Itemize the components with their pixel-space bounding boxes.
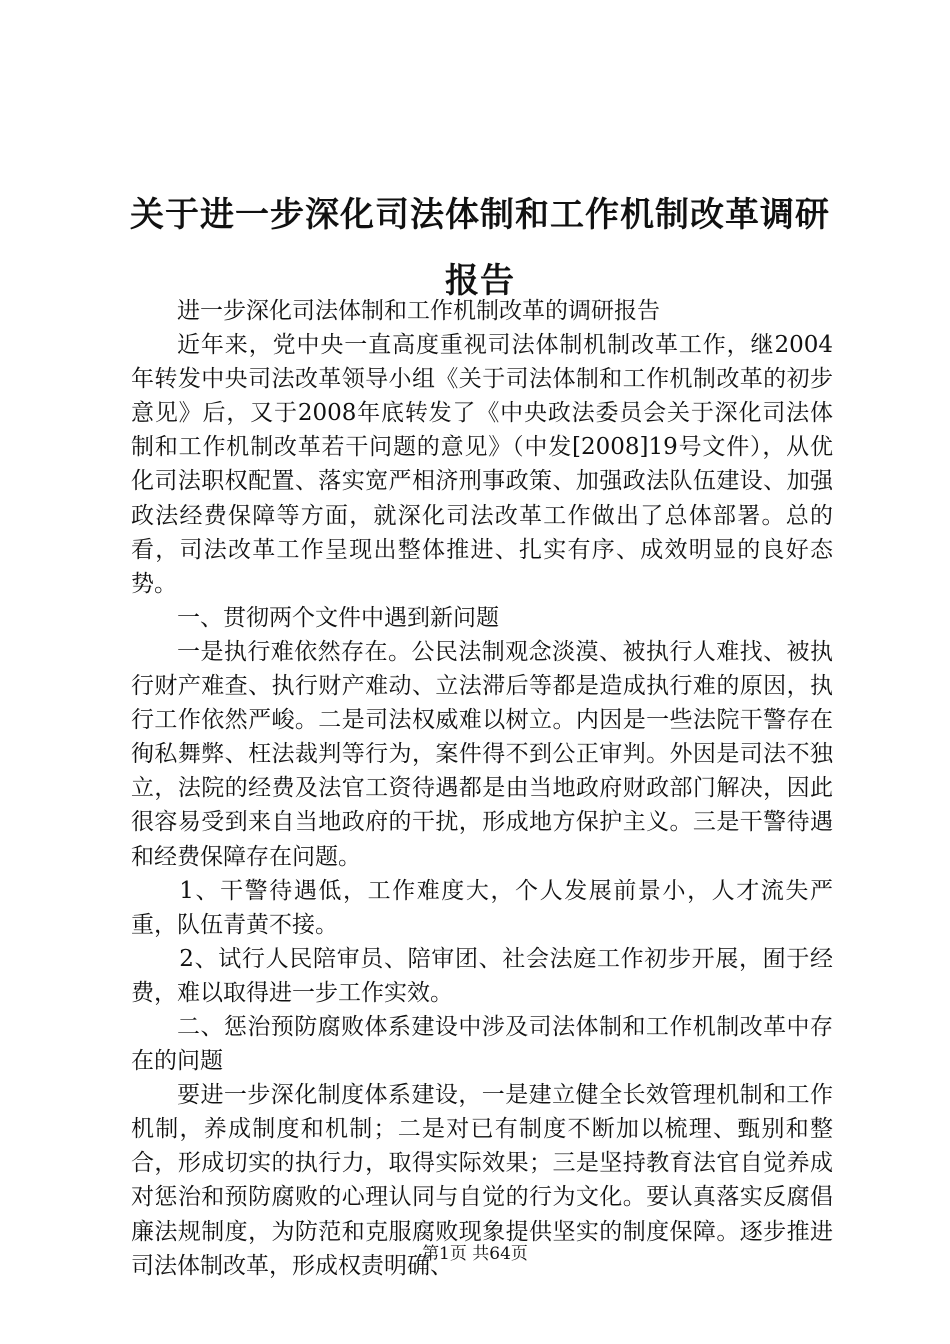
report-subtitle: 进一步深化司法体制和工作机制改革的调研报告 xyxy=(177,298,660,324)
title-line-2: 报告 xyxy=(445,261,515,301)
document-body xyxy=(131,294,833,1283)
paragraph-system: 要进一步深化制度体系建设，一是建立健全长效管理机制和工作机制，养成制度和机制；二是对已有制度不断加以梳理、甄别和整合，形成切实的执行力，取得实际效果；三是坚持教育法官自觉养成对惩治和预防腐败的心理认同与自觉的行为文化。要认真落实反腐倡廉法规制度，为防范和克服腐败现象提供坚实的制度保障。逐步推进司法体制改革，形成权责明确、 xyxy=(131,1082,833,1279)
paragraph-issues: 一是执行难依然存在。公民法制观念淡漠、被执行人难找、被执行财产难查、执行财产难动、立法滞后等都是造成执行难的原因，执行工作依然严峻。二是司法权威难以树立。内因是一些法院干警存在徇私舞弊、枉法裁判等行为，案件得不到公正审判。外因是司法不独立，法院的经费及法官工资待遇都是由当地政府财政部门解决，因此很容易受到来自当地政府的干扰，形成地方保护主义。三是干警待遇和经费保障存在问题。 xyxy=(131,638,833,870)
list-item-1: 1、干警待遇低，工作难度大，个人发展前景小，人才流失严重，队伍青黄不接。 xyxy=(131,877,833,938)
section-heading-2: 二、惩治预防腐败体系建设中涉及司法体制和工作机制改革中存在的问题 xyxy=(131,1013,833,1075)
paragraph-intro: 近年来，党中央一直高度重视司法体制机制改革工作，继2004年转发中央司法改革领导小组《关于司法体制和工作机制改革的初步意见》后，又于2008年底转发了《中央政法委员会关于深化司法体制和工作机制改革若干问题的意见》（中发[2008]19号文件），从优化司法职权配置、落实宽严相济刑事政策、加强政法队伍建设、加强政法经费保障等方面，就深化司法改革工作做出了总体部署。总的看，司法改革工作呈现出整体推进、扎实有序、成效明显的良好态势。 xyxy=(131,332,833,597)
list-item-2: 2、试行人民陪审员、陪审团、社会法庭工作初步开展，囿于经费，难以取得进一步工作实效。 xyxy=(131,945,833,1006)
section-heading-1: 一、贯彻两个文件中遇到新问题 xyxy=(177,604,499,631)
page-footer: 第1页 共64页 xyxy=(422,1244,528,1264)
title-line-1: 关于进一步深化司法体制和工作机制改革调研 xyxy=(130,195,830,235)
